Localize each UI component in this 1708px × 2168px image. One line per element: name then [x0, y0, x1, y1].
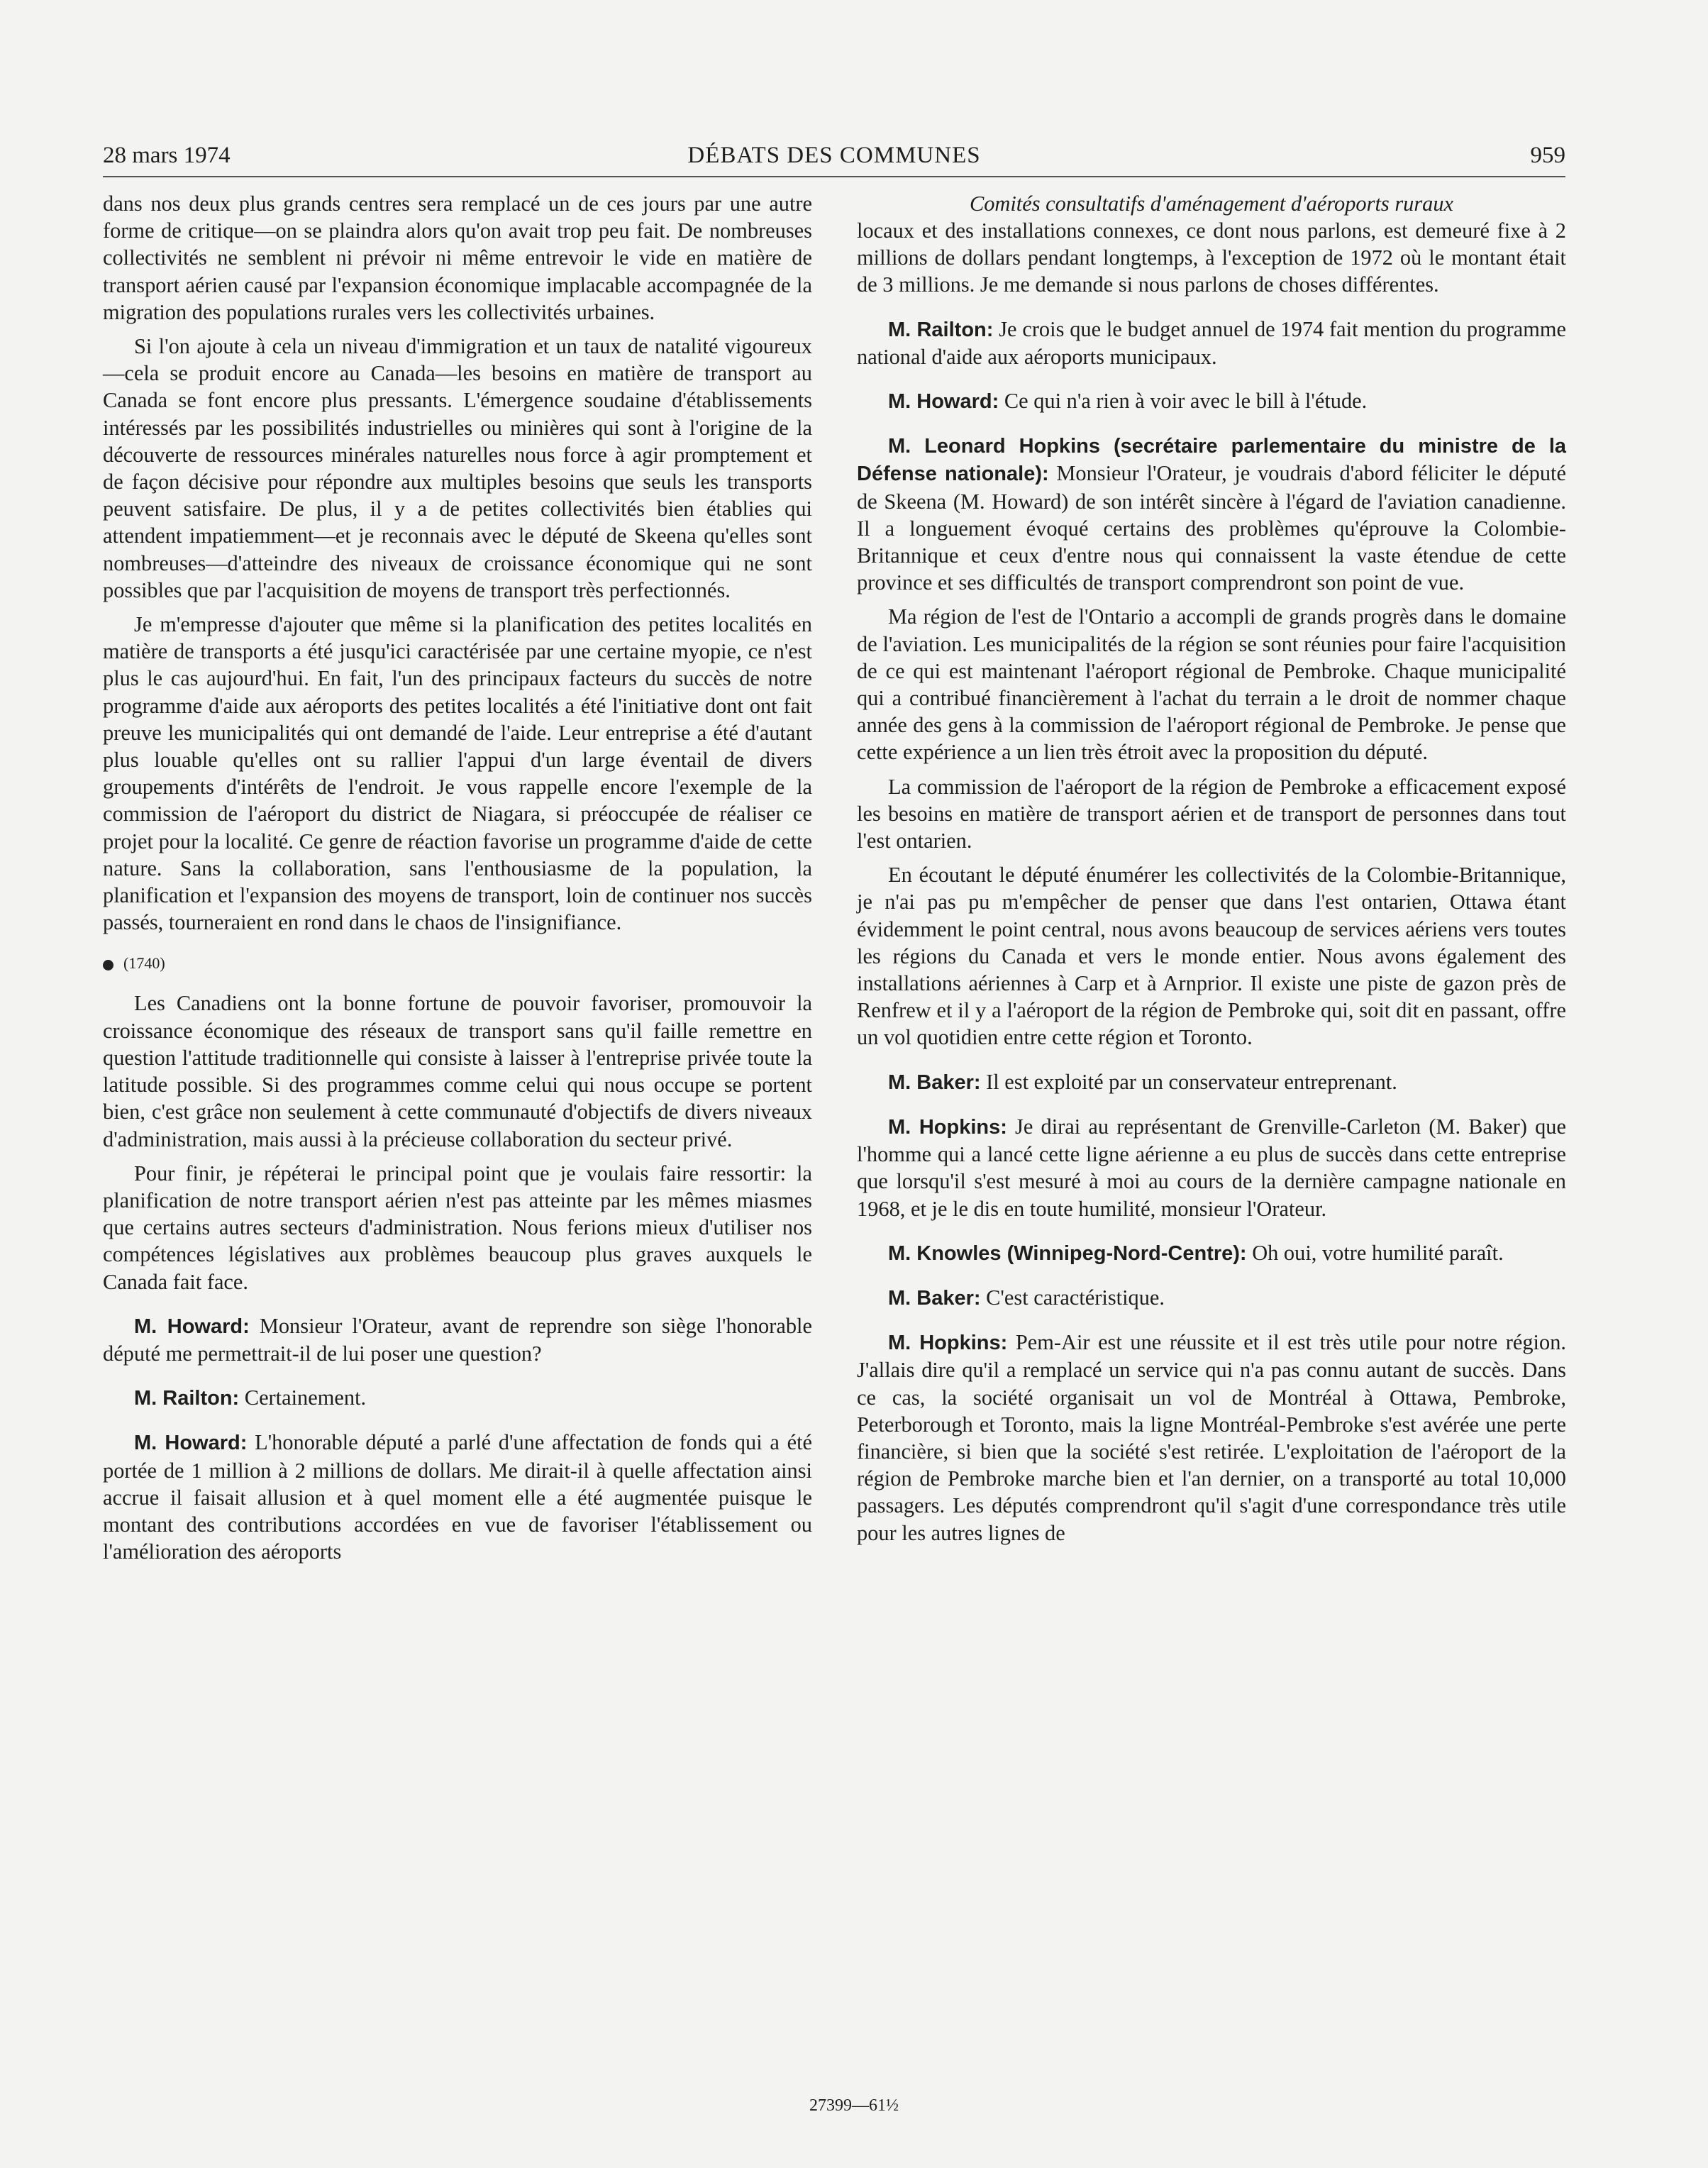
speech-text: Oh oui, votre humilité paraît. [1246, 1240, 1504, 1265]
speech-text: L'honorable député a parlé d'une affectation de fonds qui a été portée de 1 million à 2 millions de dollars. Me dirait-il à quelle affectation ainsi accrue il faisait allusion et à quel moment elle a été augmentée puisque le montant des contributions accordées en vue de favoriser l'établissement ou l'amélioration des aéroports [103, 1430, 812, 1564]
paragraph: dans nos deux plus grands centres sera remplacé un de ces jours par une autre forme de critique—on se plaindra alors qu'on avait trop peu fait. De nombreuses collectivités ne semblent ni prévoir ni même entrevoir le vide en matière de transport aérien causé par l'expansion économique implacable accompagnée de la migration des populations rurales vers les collectivités urbaines. [103, 192, 812, 324]
header-title: DÉBATS DES COMMUNES [687, 143, 981, 168]
page-footer-code: 27399—61½ [809, 2096, 899, 2115]
speech [857, 1329, 1566, 1547]
speech [103, 1384, 812, 1412]
speech [857, 1284, 1566, 1312]
speaker-name: M. Knowles (Winnipeg-Nord-Centre): [888, 1241, 1247, 1265]
speech-text: C'est caractéristique. [980, 1285, 1165, 1310]
speaker-name: M. Baker: [888, 1286, 981, 1310]
paragraph: La commission de l'aéroport de la région de Pembroke a efficacement exposé les besoins en matière de transport aérien et de transport de personnes dans tout l'est ontarien. [857, 774, 1566, 853]
speech [857, 316, 1566, 370]
page-header [103, 139, 1565, 172]
speaker-name: M. Howard: [134, 1315, 250, 1338]
header-date: 28 mars 1974 [103, 143, 231, 168]
speech [857, 1239, 1566, 1267]
speaker-name: M. Railton: [888, 318, 994, 341]
left-column [103, 190, 812, 1565]
time-marker-label: (1740) [123, 954, 165, 973]
right-column [857, 190, 1566, 1547]
speech [857, 432, 1566, 596]
speech-text: Monsieur l'Orateur, avant de reprendre son siège l'honorable député me permettrait-il de lui poser une question? [103, 1313, 812, 1366]
speaker-name: M. Howard: [134, 1432, 248, 1455]
paragraph: Pour finir, je répéterai le principal point que je voulais faire ressortir: la planification de notre transport aérien n'est pas atteinte par les mêmes miasmes que certains autres secteurs d'administration. Nous ferions mieux d'utiliser nos compétences législatives aux problèmes beaucoup plus graves auxquels le Canada fait face. [103, 1161, 812, 1294]
speech-text: Je dirai au représentant de Grenville-Carleton (M. Baker) que l'homme qui a lancé cette ligne aérienne a eu plus de succès dans cette entreprise que lorsqu'il s'est mesuré à moi au cours de la dernière campagne nationale en 1968, et je le dis en toute humilité, monsieur l'Orateur. [857, 1114, 1566, 1221]
speech [103, 1429, 812, 1565]
paragraph: locaux et des installations connexes, ce dont nous parlons, est demeuré fixe à 2 millions de dollars pendant longtemps, à l'exception de 1972 où le montant était de 3 millions. Je me demande si nous parlons de choses différentes. [857, 219, 1566, 297]
speech [103, 1312, 812, 1367]
speaker-name: M. Howard: [888, 390, 999, 414]
speech-text: Certainement. [239, 1386, 367, 1410]
speech-text: Ce qui n'a rien à voir avec le bill à l'étude. [999, 389, 1368, 414]
speaker-name: M. Hopkins: [888, 1115, 1007, 1139]
time-marker [103, 953, 812, 974]
bullet-icon [103, 960, 113, 970]
paragraph: Je m'empresse d'ajouter que même si la planification des petites localités en matière de transports a été jusqu'ici caractérisée par une certaine myopie, ce n'est plus le cas aujourd'hui. En fait, l'un des principaux facteurs du succès de notre programme d'aide aux aéroports des petites localités a été l'initiative dont ont fait preuve les municipalités qui ont demandé de l'aide. Leur entreprise a été d'autant plus louable qu'elles ont su rallier l'appui d'un large éventail de divers groupements d'intérêts de l'endroit. Je vous rappelle encore l'exemple de la commission de l'aéroport du district de Niagara, si préoccupée de réaliser ce projet pour la localité. Ce genre de réaction favorise un programme d'aide de cette nature. Sans la collaboration, sans l'enthousiasme de la population, la planification et l'expansion des moyens de transport, loin de continuer nos succès passés, tourneraient en rond dans le chaos de l'insignifiance. [103, 612, 812, 935]
header-rule [103, 176, 1565, 177]
speech-text: Il est exploité par un conservateur entreprenant. [980, 1069, 1397, 1094]
speech [857, 387, 1566, 415]
speaker-name: M. Hopkins: [888, 1332, 1008, 1355]
paragraph: Ma région de l'est de l'Ontario a accompli de grands progrès dans le domaine de l'aviation. Les municipalités de la région se sont réunies pour faire l'acquisition de ce qui est maintenant l'aéroport régional de Pembroke. Chaque municipalité qui a contribué financièrement à l'achat du terrain a le droit de nommer chaque année des gens à la commission de l'aéroport régional de Pembroke. Je pense que cette expérience a un lien très étroit avec la proposition du député. [857, 604, 1566, 765]
paragraph: Si l'on ajoute à cela un niveau d'immigration et un taux de natalité vigoureux—cela se produit encore au Canada—les besoins en matière de transport au Canada se font encore plus pressants. L'émergence soudaine d'établissements intéressés par les possibilités industrielles ou minières qui sont à l'origine de la découverte de ressources minérales naturelles nous force à agir promptement et de façon décisive pour répondre aux multiples besoins que seuls les transports peuvent satisfaire. De plus, il y a de petites collectivités bien établies qui attendent impatiemment—et je reconnais avec le député de Skeena qu'elles sont nombreuses—d'atteindre des niveaux de croissance économique qui ne sont possibles que par l'acquisition de moyens de transport très perfectionnés. [103, 334, 812, 602]
running-topic: Comités consultatifs d'aménagement d'aéroports ruraux [969, 192, 1454, 216]
paragraph: En écoutant le député énumérer les collectivités de la Colombie-Britannique, je n'ai pas pu m'empêcher de penser que dans l'est ontarien, Ottawa étant évidemment le point central, nous avons beaucoup de services aériens vers toutes les régions du Canada et vers le monde entier. Nous avons également des installations aériennes à Carp et à Arnprior. Il existe une piste de gazon près de Renfrew et il y a l'aéroport de la région de Pembroke qui, soit dit en passant, offre un vol quotidien entre cette région et Toronto. [857, 863, 1566, 1050]
page-number: 959 [1530, 143, 1565, 168]
speech [857, 1068, 1566, 1096]
speaker-name: M. Baker: [888, 1071, 981, 1094]
speaker-name: M. Railton: [134, 1387, 240, 1410]
speaker-name: M. Leonard Hopkins (secrétaire parlementaire du ministre de la Défense nationale): [857, 435, 1566, 486]
paragraph: Les Canadiens ont la bonne fortune de pouvoir favoriser, promouvoir la croissance économique des réseaux de transport sans qu'il faille remettre en question l'attitude traditionnelle qui consiste à laisser à l'entreprise privée toute la latitude possible. Si des programmes comme celui qui nous occupe se portent bien, c'est grâce non seulement à cette communauté d'objectifs de divers niveaux d'administration, mais aussi à la précieuse collaboration du secteur privé. [103, 991, 812, 1151]
speech-text: Monsieur l'Orateur, je voudrais d'abord féliciter le député de Skeena (M. Howard) de son intérêt sincère à l'égard de l'aviation canadienne. Il a longuement évoqué certains des problèmes qu'éprouve la Colombie-Britannique et ceux d'entre nous qui connaissent la vaste étendue de cette province et ses difficultés de transport comprendront son point de vue. [857, 461, 1566, 595]
speech [857, 1113, 1566, 1222]
speech-text: Je crois que le budget annuel de 1974 fait mention du programme national d'aide aux aéroports municipaux. [857, 316, 1566, 369]
speech-text: Pem-Air est une réussite et il est très utile pour notre région. J'allais dire qu'il a remplacé un service qui n'a pas connu autant de succès. Dans ce cas, la société organisait un vol de Montréal à Ottawa, Pembroke, Peterborough et Toronto, mais la ligne Montréal-Pembroke s'est avérée une perte financière, si bien que la société s'est retirée. L'exploitation de l'aéroport de la région de Pembroke marche bien et l'an dernier, on a transporté au total 10,000 passagers. Les députés comprendront qu'il s'agit d'une correspondance très utile pour les autres lignes de [857, 1330, 1566, 1545]
